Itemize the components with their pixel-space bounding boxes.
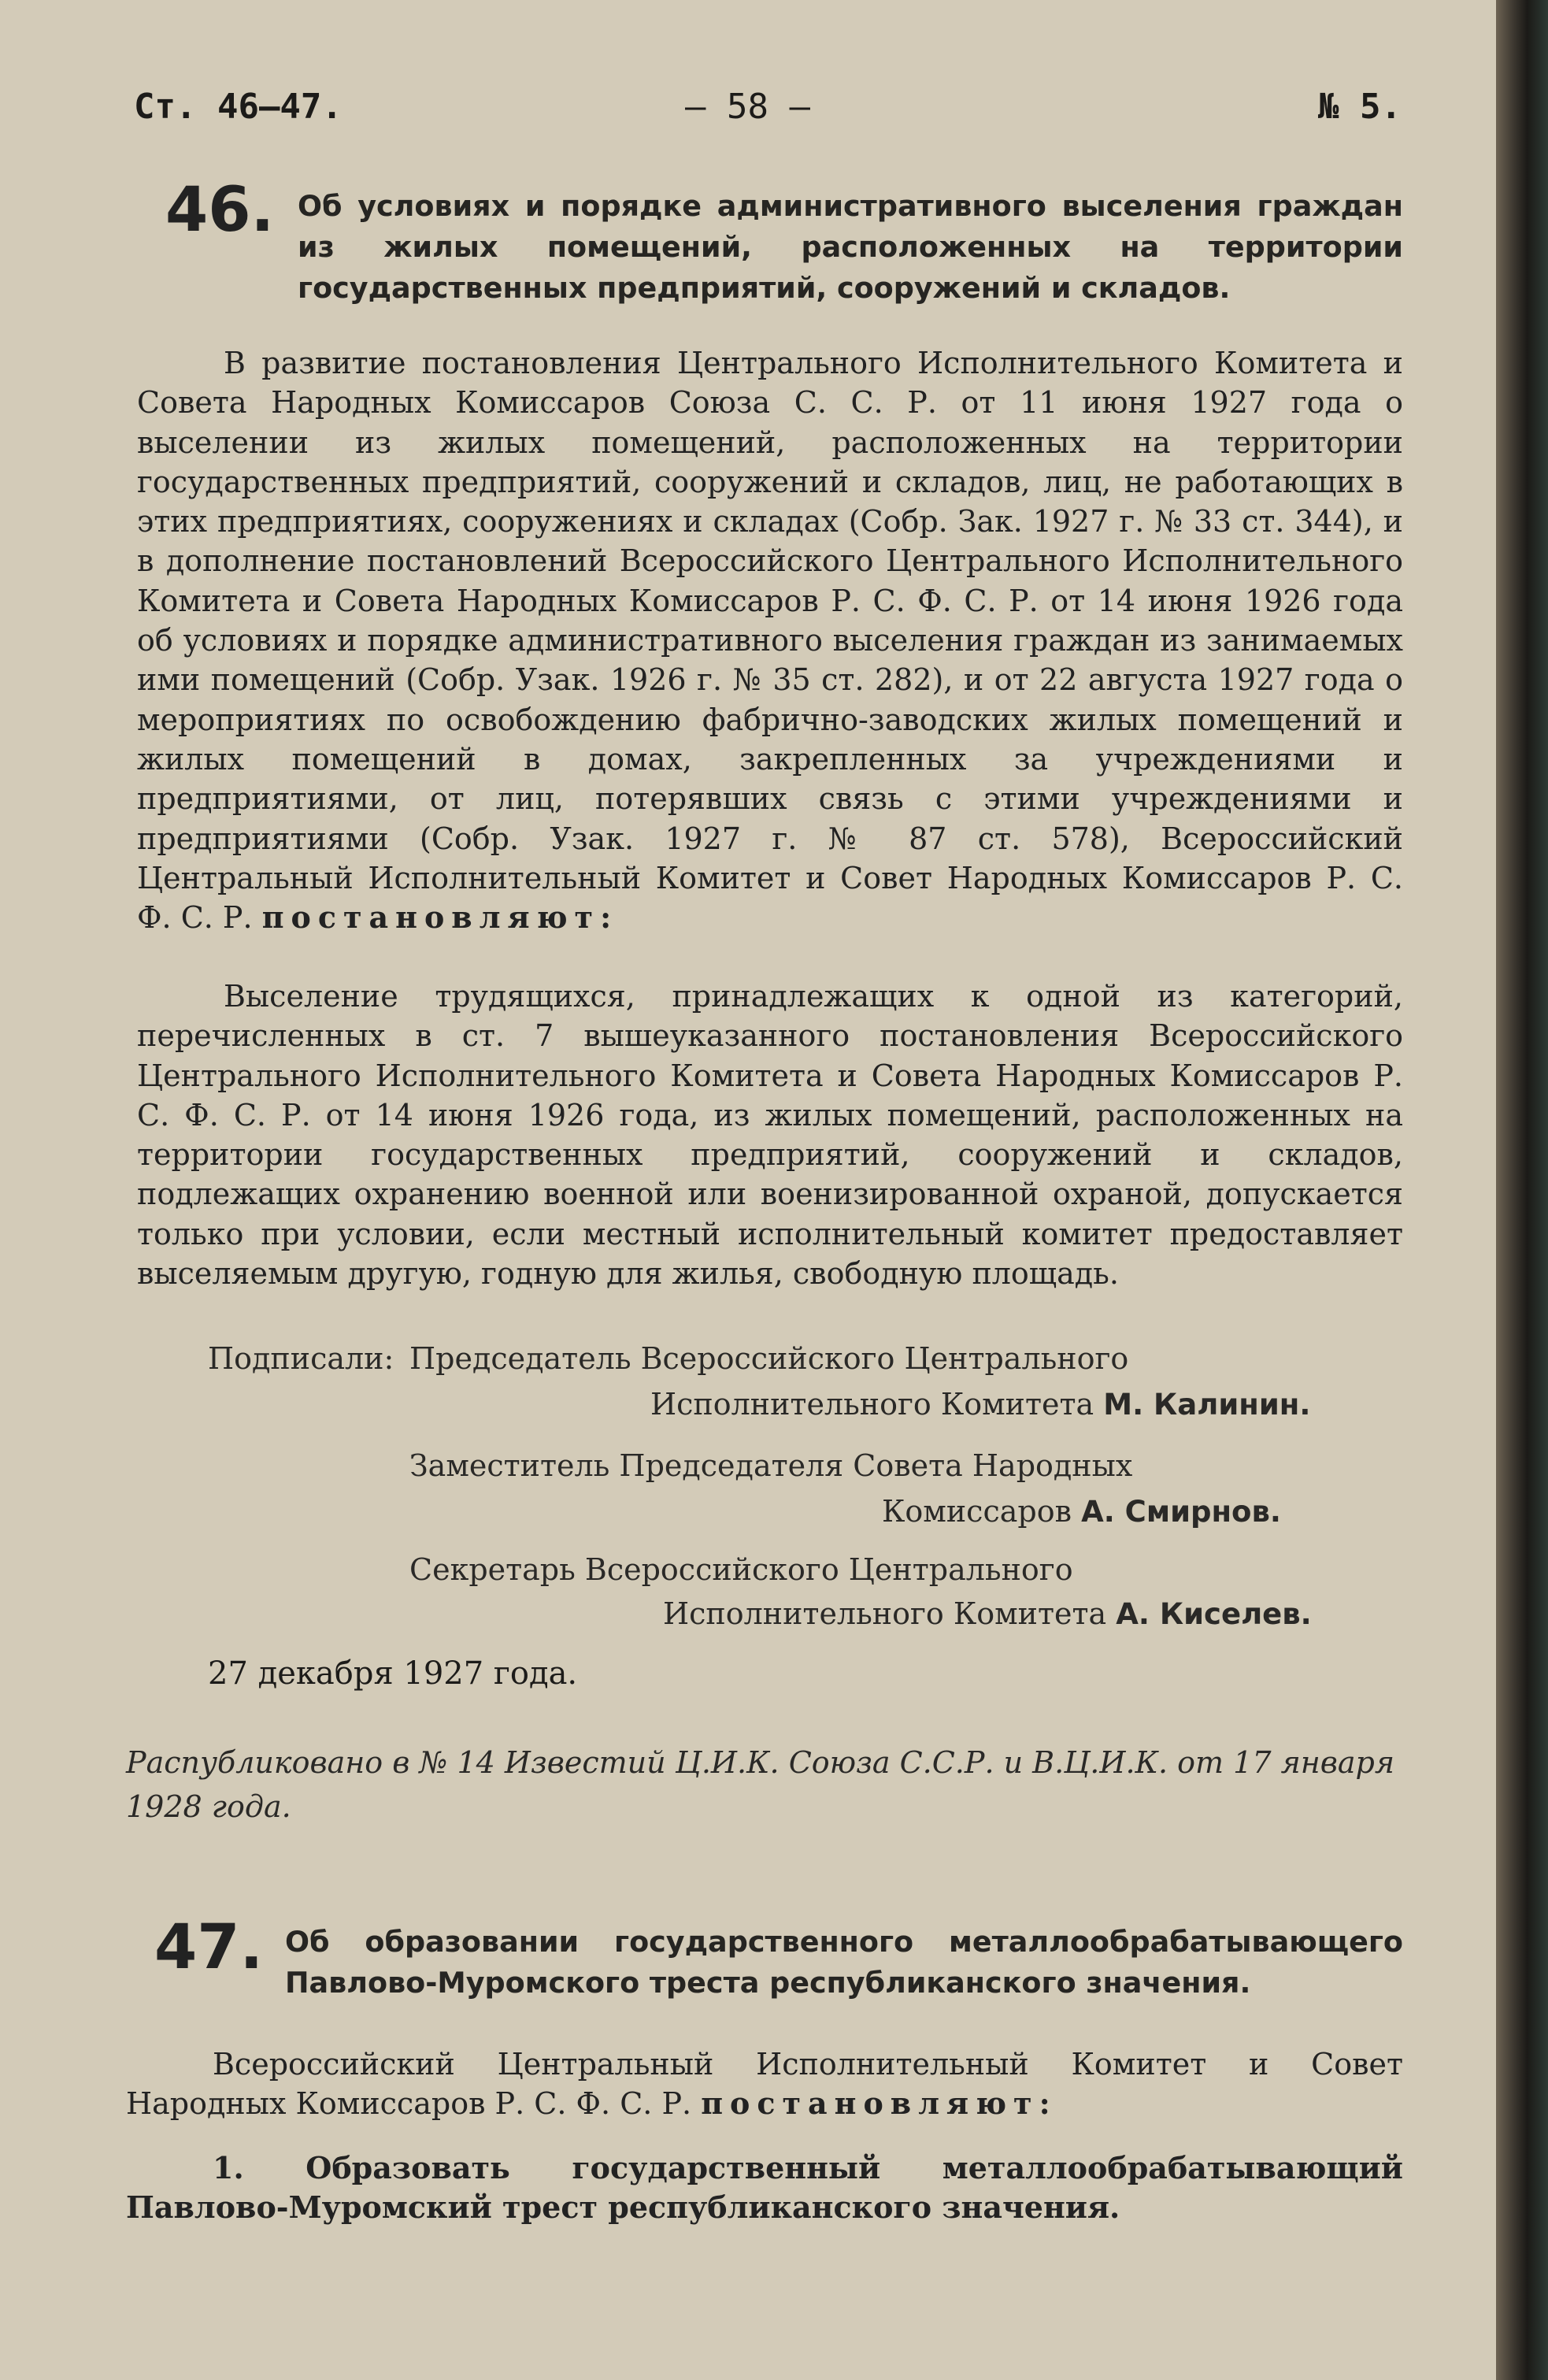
- article-46-title: Об условиях и порядке административного выселения граждан из жилых помещений, расположенных на территории государственных предприятий, сооружений и складов.: [298, 189, 1403, 305]
- publication-note: Распубликовано в № 14 Известий Ц.И.К. Союза С.С.Р. и В.Ц.И.К. от 17 января 1928 года.: [126, 1745, 1395, 1824]
- signature-3-line-2: [663, 1591, 1312, 1637]
- article-46-preamble-text: В развитие постановления Центрального Исполнительного Комитета и Совета Народных Комиссаров Союза С. С. Р. от 11 июня 1927 года о выселении из жилых помещений, расположенных на территории государственных предприятий, сооружений и складов, лиц, не работающих в этих предприятиях, сооружениях и складах (Собр. Зак. 1927 г. № 33 ст. 344), и в дополнение постановлений Всероссийского Центрального Исполнительного Комитета и Совета Народных Комиссаров Р. С. Ф. С. Р. от 14 июня 1926 года об условиях и порядке административного выселения граждан из занимаемых ими помещений (Собр. Узак. 1926 г. № 35 ст. 282), и от 22 августа 1927 года о мероприятиях по освобождению фабрично-заводских жилых помещений и жилых помещений в домах, закрепленных за учреждениями и предприятиями, от лиц, потерявших связь с этими учреждениями и предприятиями (Собр. Узак. 1927 г. № 87 ст. 578), Всероссийский Центральный Исполнительный Комитет и Совет Народных Комиссаров Р. С. Ф. С. Р.: [137, 346, 1403, 936]
- signature-1-line-2: [650, 1381, 1310, 1428]
- signature-2-line-2: [882, 1488, 1281, 1535]
- signature-1-name: М. Калинин.: [1103, 1388, 1311, 1422]
- article-47-item-1: 1. Образовать государственный металлообрабатывающий Павлово-Муромский трест республиканского значения.: [126, 2150, 1403, 2226]
- signature-3-name: А. Киселев.: [1116, 1597, 1312, 1631]
- article-46-number: 46.: [165, 175, 275, 246]
- signature-2-name: А. Смирнов.: [1081, 1495, 1281, 1529]
- signature-1-position: Исполнительного Комитета: [650, 1387, 1094, 1422]
- signature-3-position: Исполнительного Комитета: [663, 1596, 1107, 1631]
- article-47-title: Об образовании государственного металлообрабатывающего Павлово-Муромского треста республиканского значения.: [285, 1925, 1403, 2000]
- resolution-date: 27 декабря 1927 года.: [208, 1655, 578, 1692]
- article-47-number: 47.: [154, 1912, 264, 1983]
- article-46-body: Выселение трудящихся, принадлежащих к одной из категорий, перечисленных в ст. 7 вышеуказанного постановления Всероссийского Центрального Исполнительного Комитета и Совета Народных Комиссаров Р. С. Ф. С. Р. от 14 июня 1926 года, из жилых помещений, расположенных на территории государственных предприятий, сооружений и складов, подлежащих охранению военной или военизированной охраной, допускается только при условии, если местный исполнительный комитет предоставляет выселяемым другую, годную для жилья, свободную площадь.: [137, 979, 1403, 1292]
- signature-2-line-1: Заместитель Председателя Совета Народных: [409, 1448, 1133, 1483]
- signature-3-line-1: Секретарь Всероссийского Центрального: [409, 1552, 1073, 1587]
- signed-label: Подписали:: [208, 1341, 394, 1376]
- signature-1-line-1: Председатель Всероссийского Центрального: [409, 1341, 1129, 1376]
- header-issue: № 5.: [1318, 87, 1402, 127]
- article-47-preamble-text: Всероссийский Центральный Исполнительный Комитет и Совет Народных Комиссаров Р. С. Ф. С. Р.: [126, 2047, 1403, 2122]
- signature-2-position: Комиссаров: [882, 1494, 1072, 1529]
- article-46-preamble: [137, 343, 1403, 937]
- article-47-resolve: постановляют:: [701, 2085, 1057, 2122]
- page-header: [134, 87, 1402, 134]
- article-46-resolve: постановляют:: [261, 899, 619, 936]
- page-number: — 58 —: [685, 87, 810, 127]
- book-binding-edge: [1496, 0, 1548, 2380]
- header-articles: Ст. 46—47.: [134, 87, 343, 127]
- article-47-preamble: [126, 2045, 1403, 2124]
